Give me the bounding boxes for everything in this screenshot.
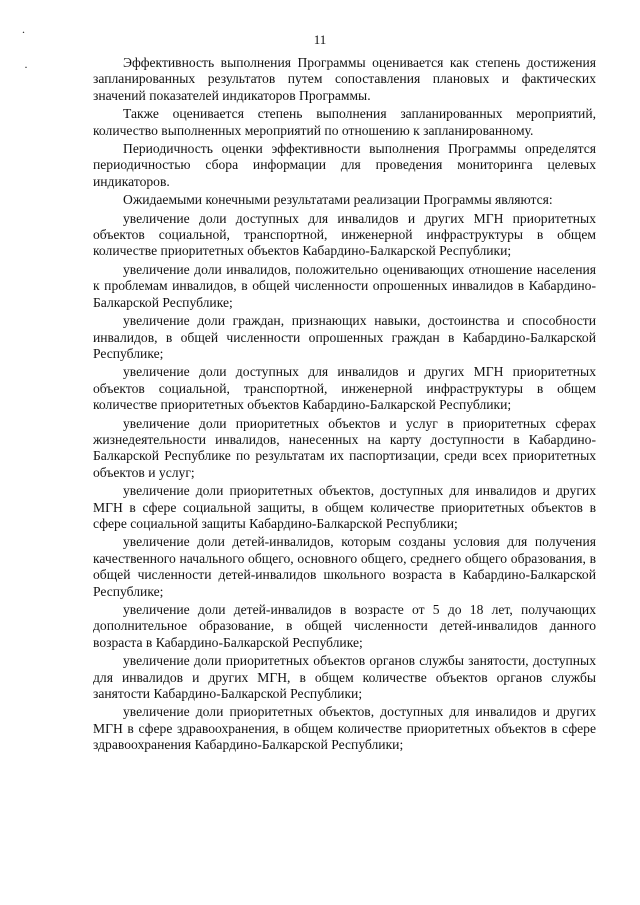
scan-mark: · [24,60,28,74]
paragraph-periodicity: Периодичность оценки эффективности выполнения Программы определятся периодичностью сбора информации для проведения мониторинга целевых индикаторов. [93,141,596,189]
list-item: увеличение доли детей-инвалидов, которым созданы условия для получения качественного начального общего, основного общего, среднего общего образования, в общей численности детей-инвалидов школьного возраста в Кабардино-Балкарской Республике; [93,534,596,599]
list-item: увеличение доли граждан, признающих навыки, достоинства и способности инвалидов, в общей численности опрошенных граждан в Кабардино-Балкарской Республике; [93,313,596,361]
list-item: увеличение доли инвалидов, положительно оценивающих отношение населения к проблемам инвалидов, в общей численности опрошенных инвалидов в Кабардино-Балкарской Республике; [93,261,596,310]
scan-mark: . [22,22,25,36]
list-item: увеличение доли доступных для инвалидов и других МГН приоритетных объектов социальной, транспортной, инженерной инфраструктуры в общем количестве приоритетных объектов Кабардино-Балкарской Республики; [93,364,596,413]
document-body [93,55,596,756]
page-number: 11 [313,32,327,47]
list-item: увеличение доли детей-инвалидов в возрасте от 5 до 18 лет, получающих дополнительное образование, в общей численности детей-инвалидов данного возраста в Кабардино-Балкарской Республике; [93,602,596,650]
paragraph-expected-results-intro: Ожидаемыми конечными результатами реализации Программы являются: [123,192,553,208]
list-item: увеличение доли приоритетных объектов, доступных для инвалидов и других МГН в сфере социальной защиты, в общем количестве приоритетных объектов в сфере социальной защиты Кабардино-Балкарской Республики; [93,483,596,531]
paragraph-measures: Также оценивается степень выполнения запланированных мероприятий, количество выполненных мероприятий по отношению к запланированному. [93,106,596,138]
paragraph-evaluation: Эффективность выполнения Программы оценивается как степень достижения запланированных результатов путем сопоставления плановых и фактических значений показателей индикаторов Программы. [93,55,596,103]
list-item: увеличение доли приоритетных объектов и услуг в приоритетных сферах жизнедеятельности инвалидов, нанесенных на карту доступности в Кабардино-Балкарской Республике по результатам их паспортизации, среди всех приоритетных объектов и услуг; [93,415,596,480]
list-item: увеличение доли приоритетных объектов, доступных для инвалидов и других МГН в сфере здравоохранения, в общем количестве приоритетных объектов в сфере здравоохранения Кабардино-Балкарской Республики; [93,704,596,753]
list-item: увеличение доли приоритетных объектов органов службы занятости, доступных для инвалидов и других МГН, в общем количестве объектов органов службы занятости Кабардино-Балкарской Республики; [93,653,596,702]
list-item: увеличение доли доступных для инвалидов и других МГН приоритетных объектов социальной, транспортной, инженерной инфраструктуры в общем количестве приоритетных объектов Кабардино-Балкарской Республики; [93,210,596,259]
